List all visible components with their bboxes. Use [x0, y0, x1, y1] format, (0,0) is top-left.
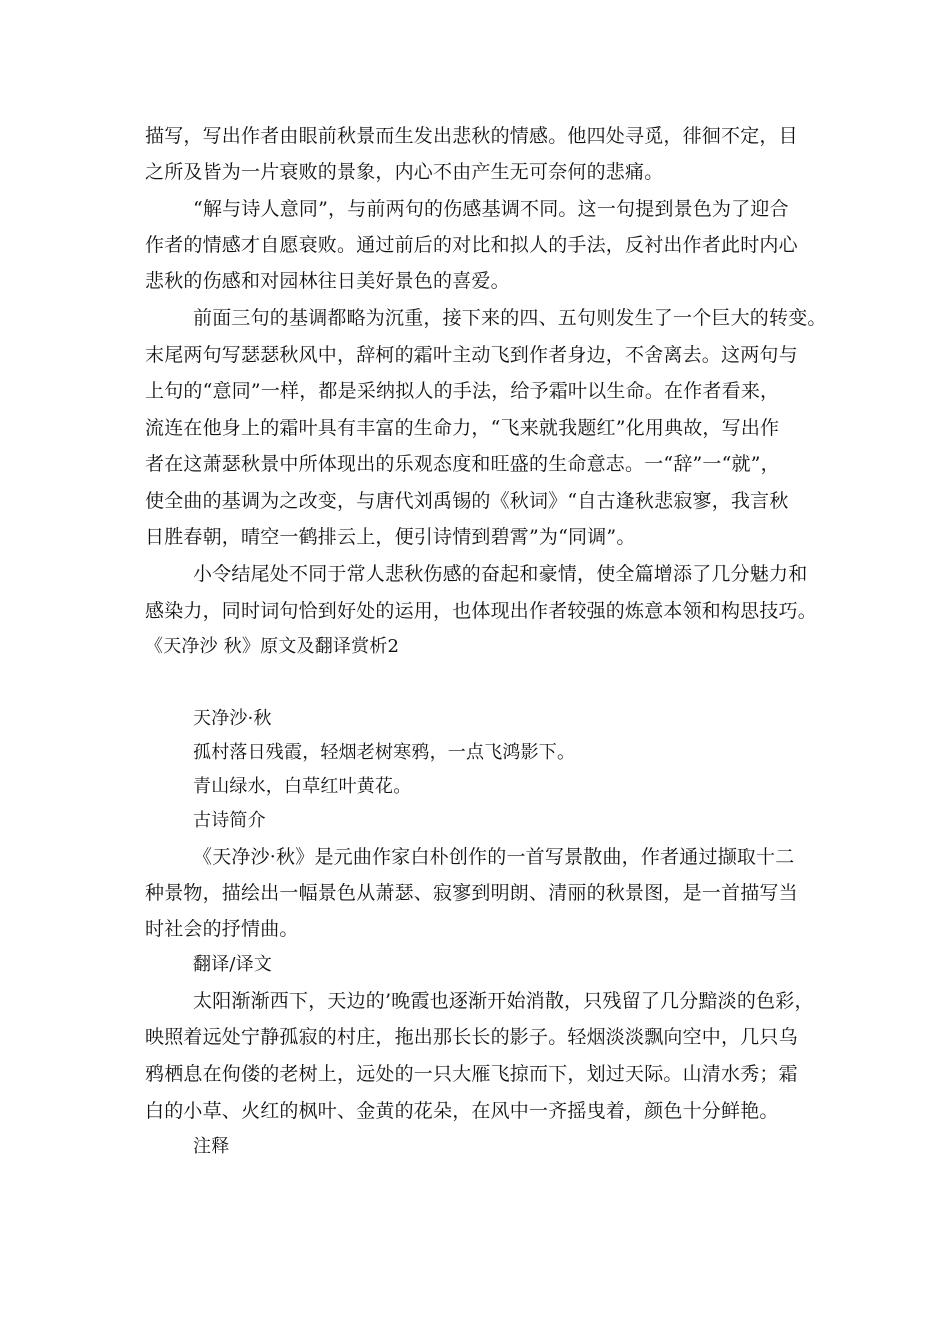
- subheading-intro: 古诗简介: [193, 810, 266, 831]
- paragraph-line: “解与诗人意同”，与前两句的伤感基调不同。这一句提到景色为了迎合: [193, 198, 789, 220]
- paragraph-line: 太阳渐渐西下，天边的’晚霞也逐渐开始消散，只残留了几分黯淡的色彩，: [193, 990, 814, 1012]
- paragraph-line: 上句的“意同”一样，都是采纳拟人的手法，给予霜叶以生命。在作者看来，: [145, 380, 780, 402]
- paragraph-line: 日胜春朝，晴空一鹤排云上，便引诗情到碧霄”为“同调”。: [145, 526, 636, 548]
- subheading-translation: 翻译/译文: [193, 954, 273, 975]
- paragraph-line: 末尾两句写瑟瑟秋风中，辞柯的霜叶主动飞到作者身边，不舍离去。这两句与: [145, 344, 798, 366]
- paragraph-line: 悲秋的伤感和对园林往日美好景色的喜爱。: [145, 270, 510, 292]
- paragraph-line: 作者的情感才自愿衰败。通过前后的对比和拟人的手法，反衬出作者此时内心: [145, 234, 798, 256]
- paragraph-line: 时社会的抒情曲。: [145, 918, 299, 940]
- paragraph-line: 前面三句的基调都略为沉重，接下来的四、五句则发生了一个巨大的转变。: [193, 307, 827, 329]
- subheading-notes: 注释: [193, 1136, 230, 1157]
- paragraph-line: 映照着远处宁静孤寂的村庄，拖出那长长的影子。轻烟淡淡飘向空中，几只乌: [145, 1026, 798, 1048]
- section-heading: 《天净沙 秋》原文及翻译赏析2: [145, 636, 400, 657]
- paragraph-line: 描写，写出作者由眼前秋景而生发出悲秋的情感。他四处寻觅，徘徊不定，目: [145, 125, 798, 147]
- paragraph-line: 感染力，同时词句恰到好处的运用，也体现出作者较强的炼意本领和构思技巧。: [145, 600, 818, 622]
- paragraph-line: 鸦栖息在佝偻的老树上，远处的一只大雁飞掠而下，划过天际。山清水秀；霜: [145, 1063, 798, 1085]
- paragraph-line: 种景物，描绘出一幅景色从萧瑟、寂寥到明朗、清丽的秋景图，是一首描写当: [145, 882, 798, 904]
- poem-line: 孤村落日残霞，轻烟老树寒鸦，一点飞鸿影下。: [193, 742, 576, 763]
- paragraph-line: 小令结尾处不同于常人悲秋伤感的奋起和豪情，使全篇增添了几分魅力和: [193, 563, 808, 585]
- paragraph-line: 流连在他身上的霜叶具有丰富的生命力，“飞来就我题红”化用典故，写出作: [145, 417, 780, 439]
- paragraph-line: 者在这萧瑟秋景中所体现出的乐观态度和旺盛的生命意志。一“辞”一“就”，: [145, 453, 780, 475]
- paragraph-line: 白的小草、火红的枫叶、金黄的花朵，在风中一齐摇曳着，颜色十分鲜艳。: [145, 1100, 779, 1122]
- paragraph-line: 之所及皆为一片衰败的景象，内心不由产生无可奈何的悲痛。: [145, 161, 664, 183]
- paragraph-line: 《天净沙·秋》是元曲作家白朴创作的一首写景散曲，作者通过撷取十二: [193, 846, 795, 868]
- poem-title: 天净沙·秋: [193, 708, 272, 729]
- paragraph-line: 使全曲的基调为之改变，与唐代刘禹锡的《秋词》“自古逢秋悲寂寥，我言秋: [145, 490, 789, 512]
- poem-line: 青山绿水，白草红叶黄花。: [193, 776, 412, 797]
